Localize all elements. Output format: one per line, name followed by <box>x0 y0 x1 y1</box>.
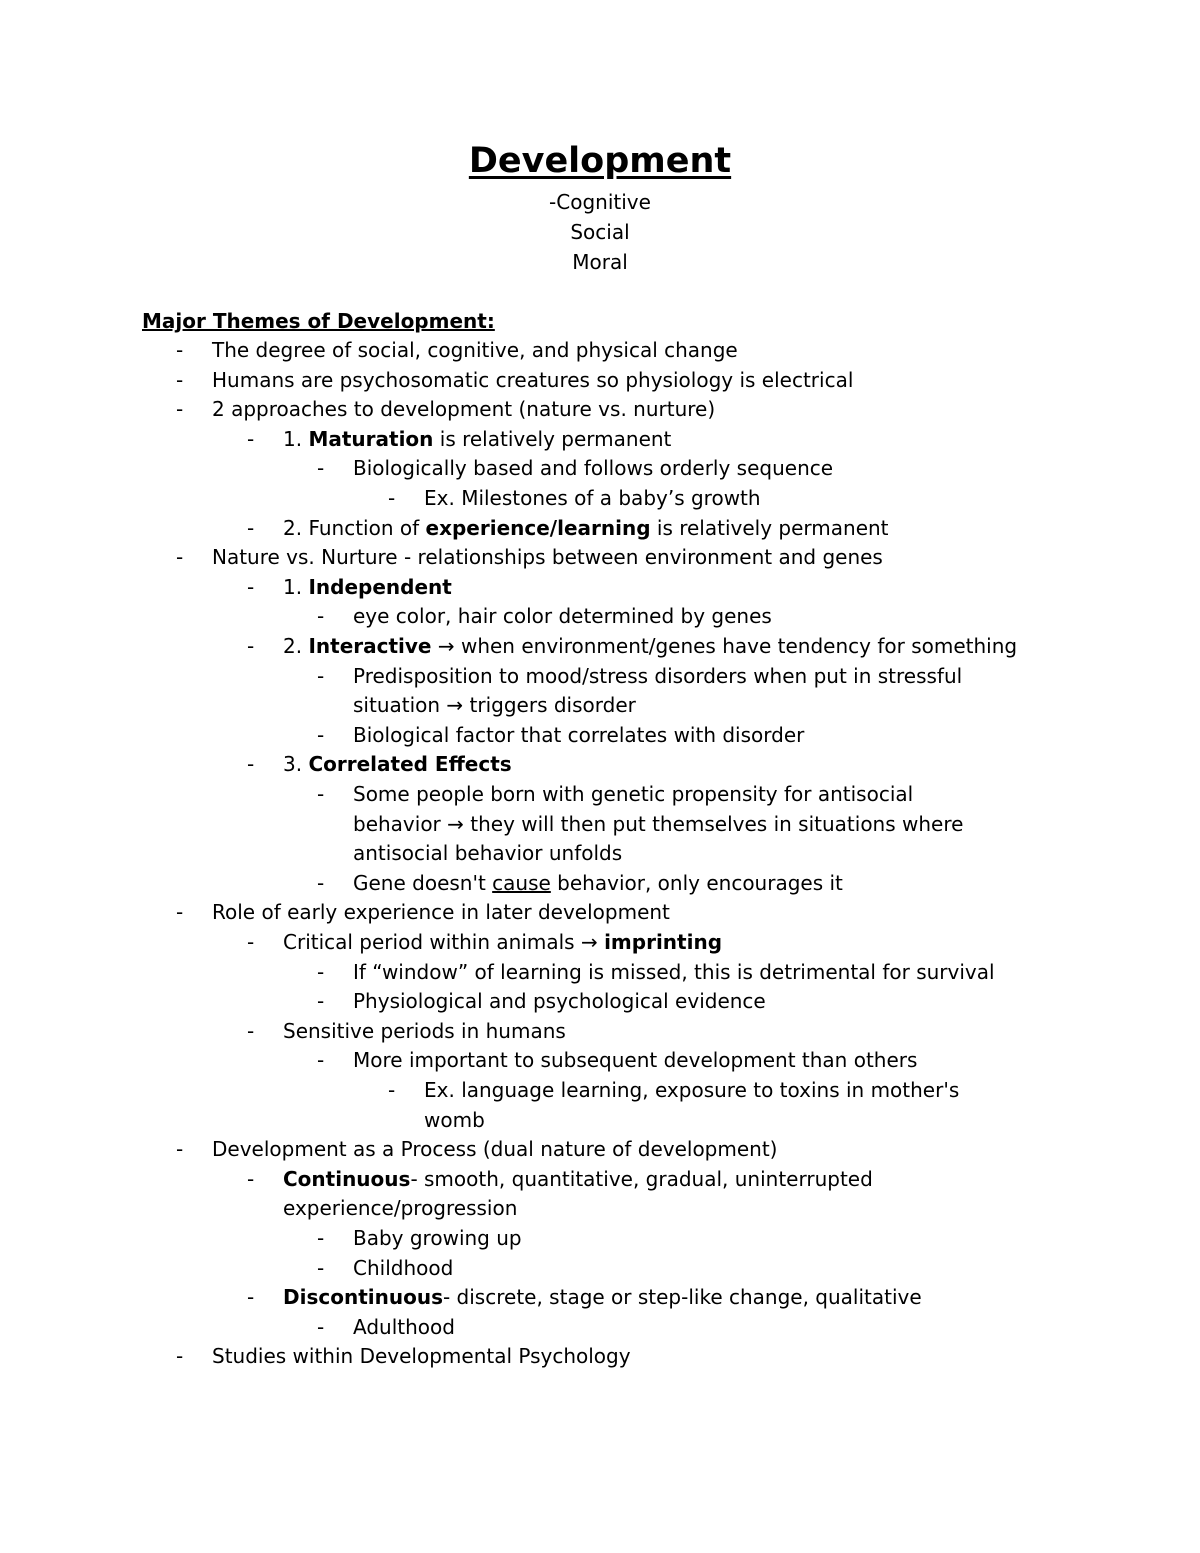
list-item <box>0 780 1200 810</box>
list-item <box>0 1283 1200 1313</box>
list-item <box>0 987 1200 1017</box>
bullet-dash: - <box>317 1048 325 1073</box>
list-item-text <box>283 750 512 780</box>
bullet-dash: - <box>176 1344 184 1369</box>
list-item <box>0 1165 1200 1195</box>
list-item <box>0 1017 1200 1047</box>
list-item-text <box>283 928 722 958</box>
list-item-text <box>212 336 738 366</box>
list-item-text <box>353 810 963 840</box>
bullet-dash: - <box>317 959 325 984</box>
text-run: Sensitive periods in humans <box>283 1018 566 1043</box>
bullet-dash: - <box>247 1166 255 1191</box>
text-run: situation → triggers disorder <box>353 693 636 718</box>
text-run: antisocial behavior unfolds <box>353 841 623 866</box>
list-item-text <box>212 395 715 425</box>
list-item-text <box>283 1194 517 1224</box>
text-run: Humans are psychosomatic creatures so physiology is electrical <box>212 367 854 392</box>
list-item <box>0 395 1200 425</box>
list-item <box>0 1254 1200 1284</box>
text-run: Some people born with genetic propensity for antisocial <box>353 782 914 806</box>
list-item-text <box>424 1076 959 1106</box>
page-title-text: Development <box>468 141 732 181</box>
text-run: experience/progression <box>283 1196 518 1221</box>
list-item <box>0 810 1200 840</box>
section-heading: Major Themes of Development: <box>142 309 495 333</box>
bullet-dash: - <box>247 515 255 540</box>
text-run: 1. <box>283 426 309 451</box>
list-item-text <box>424 1106 485 1136</box>
text-run: Ex. Milestones of a baby’s growth <box>424 486 761 510</box>
text-run: 2. Function of <box>283 515 426 540</box>
text-run: The degree of social, cognitive, and physical change <box>212 338 738 362</box>
list-item-text <box>353 987 766 1017</box>
list-item-text <box>353 839 622 869</box>
bold-term: Maturation <box>308 426 434 451</box>
page-title <box>0 138 1200 184</box>
list-item <box>0 869 1200 899</box>
bullet-dash: - <box>247 752 255 777</box>
bullet-dash: - <box>247 1285 255 1310</box>
list-item-text <box>283 1283 922 1313</box>
list-item-text <box>283 1017 566 1047</box>
list-item <box>0 1046 1200 1076</box>
list-item <box>0 1106 1200 1136</box>
text-run: 1. <box>283 574 309 599</box>
text-run: Studies within Developmental Psychology <box>212 1344 631 1369</box>
bullet-dash: - <box>388 1078 396 1102</box>
list-item-text <box>283 514 889 544</box>
bold-term: Correlated Effects <box>308 752 512 777</box>
list-item-text <box>353 1254 453 1284</box>
bullet-dash: - <box>247 1018 255 1043</box>
bullet-dash: - <box>388 486 396 510</box>
list-item-text <box>283 632 1017 662</box>
list-item <box>0 662 1200 692</box>
bold-term: imprinting <box>604 930 723 954</box>
text-run: Predisposition to mood/stress disorders when put in stressful <box>353 663 963 688</box>
text-run: Baby growing up <box>353 1226 522 1250</box>
list-item <box>0 336 1200 366</box>
list-item <box>0 484 1200 514</box>
text-run: Adulthood <box>353 1314 455 1339</box>
list-item-text <box>353 454 833 484</box>
text-run: → when environment/genes have tendency for something <box>431 634 1018 658</box>
text-run: More important to subsequent development than others <box>353 1048 918 1073</box>
list-item-text <box>353 1313 455 1343</box>
text-run: 2 approaches to development (nature vs. nurture) <box>212 397 716 422</box>
text-run: - smooth, quantitative, gradual, uninterrupted <box>410 1166 873 1191</box>
subtitle-line: -Cognitive <box>549 190 651 214</box>
bold-term: Continuous <box>283 1166 411 1191</box>
list-item-text <box>353 1224 522 1254</box>
text-run: Childhood <box>353 1255 454 1280</box>
text-run: Role of early experience in later development <box>212 900 670 925</box>
list-item <box>0 1135 1200 1165</box>
text-run: Development as a Process (dual nature of development) <box>212 1137 778 1162</box>
list-item-text <box>212 366 853 396</box>
list-item-text <box>283 573 452 603</box>
list-item <box>0 839 1200 869</box>
list-item-text <box>353 1046 917 1076</box>
list-item-text <box>353 691 636 721</box>
bullet-dash: - <box>317 1314 325 1339</box>
text-run: Ex. language learning, exposure to toxins in mother's <box>424 1078 960 1102</box>
bullet-dash: - <box>317 663 325 688</box>
bullet-dash: - <box>317 1255 325 1280</box>
list-item-text <box>353 602 772 632</box>
list-item <box>0 514 1200 544</box>
bullet-dash: - <box>247 574 255 599</box>
text-run: Physiological and psychological evidence <box>353 989 766 1014</box>
list-item-text <box>283 1165 873 1195</box>
text-run: behavior, only encourages it <box>550 870 843 895</box>
text-run: - discrete, stage or step-like change, qualitative <box>442 1285 922 1310</box>
text-run: womb <box>424 1107 485 1132</box>
underlined-term: cause <box>492 870 551 895</box>
list-item-text <box>283 425 671 455</box>
bold-term: experience/learning <box>425 515 651 540</box>
bullet-dash: - <box>317 604 325 629</box>
bold-term: Discontinuous <box>283 1285 443 1310</box>
list-item <box>0 632 1200 662</box>
bullet-dash: - <box>317 782 325 806</box>
list-item <box>0 691 1200 721</box>
list-item-text <box>212 898 670 928</box>
list-item <box>0 928 1200 958</box>
list-item-text <box>353 721 804 751</box>
bold-term: Interactive <box>308 634 432 658</box>
text-run: Gene doesn't <box>353 870 493 895</box>
text-run: Biological factor that correlates with disorder <box>353 722 805 747</box>
list-item-text <box>424 484 761 514</box>
text-run: is relatively permanent <box>433 426 672 451</box>
bullet-dash: - <box>317 456 325 481</box>
list-item <box>0 750 1200 780</box>
text-run: behavior → they will then put themselves in situations where <box>353 811 964 836</box>
list-item <box>0 1313 1200 1343</box>
list-item-text <box>353 869 843 899</box>
text-run: Nature vs. Nurture - relationships between environment and genes <box>212 545 883 570</box>
list-item-text <box>212 1135 777 1165</box>
bullet-dash: - <box>317 1226 325 1250</box>
subtitle-line: Moral <box>572 250 628 274</box>
list-item <box>0 721 1200 751</box>
list-item <box>0 1076 1200 1106</box>
bullet-dash: - <box>247 426 255 451</box>
bullet-dash: - <box>176 900 184 925</box>
list-item <box>0 366 1200 396</box>
list-item-text <box>212 1342 631 1372</box>
list-item <box>0 898 1200 928</box>
bullet-dash: - <box>176 367 184 392</box>
list-item <box>0 1194 1200 1224</box>
text-run: Critical period within animals → <box>283 930 605 954</box>
bullet-dash: - <box>317 870 325 895</box>
list-item <box>0 543 1200 573</box>
text-run: 2. <box>283 634 309 658</box>
bold-term: Independent <box>308 574 452 599</box>
list-item-text <box>353 662 962 692</box>
subtitle-line: Social <box>570 220 630 244</box>
list-item <box>0 573 1200 603</box>
bullet-dash: - <box>317 989 325 1014</box>
list-item <box>0 1342 1200 1372</box>
bullet-dash: - <box>176 1137 184 1162</box>
bullet-dash: - <box>176 338 184 362</box>
text-run: is relatively permanent <box>650 515 889 540</box>
text-run: If “window” of learning is missed, this is detrimental for survival <box>353 959 995 984</box>
text-run: Biologically based and follows orderly sequence <box>353 456 834 481</box>
list-item <box>0 1224 1200 1254</box>
list-item <box>0 454 1200 484</box>
list-item <box>0 958 1200 988</box>
list-item <box>0 602 1200 632</box>
bullet-dash: - <box>247 634 255 658</box>
list-item-text <box>353 780 913 810</box>
text-run: eye color, hair color determined by genes <box>353 604 772 629</box>
text-run: 3. <box>283 752 309 777</box>
bullet-dash: - <box>247 930 255 954</box>
list-item-text <box>353 958 995 988</box>
list-item-text <box>212 543 883 573</box>
list-item <box>0 425 1200 455</box>
bullet-dash: - <box>176 545 184 570</box>
bullet-dash: - <box>317 722 325 747</box>
bullet-dash: - <box>176 397 184 422</box>
